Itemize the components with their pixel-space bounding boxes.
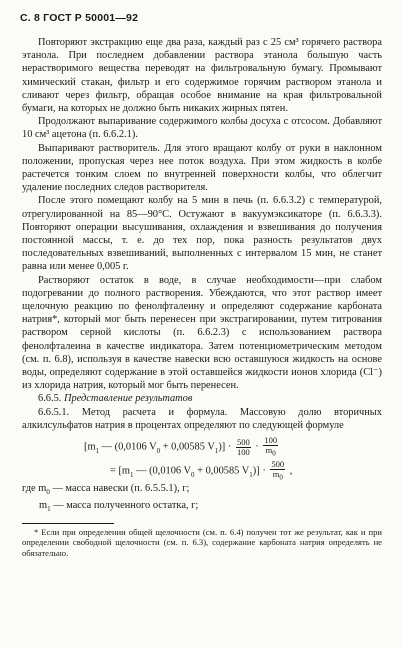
paragraph-2: Продолжают выпаривание содержимого колбы досуха с отсосом. Добавляют 10 см³ ацетона (п. 6.6.2.1).	[22, 116, 382, 141]
fraction-100-m0: $\frac{100}{m_0}$	[264, 435, 278, 458]
formula	[22, 434, 382, 482]
fraction-500-m0: $\frac{500}{m_0}$	[271, 459, 285, 482]
section-number: 6.6.5.	[38, 393, 62, 405]
where-line-1: где $m_0$ — масса навески (п. 6.5.5.1), г;	[22, 483, 190, 497]
section-title: Представление результатов	[64, 393, 193, 405]
footnote-rule	[22, 523, 114, 524]
subsection-text: 6.6.5.1. Метод расчета и формула. Массовую долю вторичных алкилсульфатов натрия в процентах определяют по следующей формуле	[22, 406, 382, 431]
formula-line-1: [$m_1$ — (0,0106 $V_0 + 0,00585$ $V_1$)] · $\frac{500}{100}$ · $\frac{100}{m_0}$	[84, 435, 278, 458]
paragraph-5: Растворяют остаток в воде, в случае необходимости—при слабом подогревании до полного растворения. Убеждаются, что этот раствор имеет щелочную реакцию по фенолфталеину и определяют содержание карбоната натрия*, который мог быть перенесен при экстрагировании, путем титрования раствором серной кислоты (п. 6.6.2.3) с использованием раствора фенолфталеина в качестве индикатора. Затем потенциометрическим методом (см. п. 6.8), используя в качестве навески всю оставшуюся жидкость на основе воды, определяют содержание в этой оставшейся жидкости ионов хлорида (Cl⁻) из хлорида натрия, который мог быть перенесен.	[22, 274, 382, 392]
section-heading	[22, 392, 382, 405]
paragraph-4: После этого помещают колбу на 5 мин в печь (п. 6.6.3.2) с температурой, отрегулированной на 85—90°С. Остужают в вакуумэксикаторе (п. 6.6.3.3). Повторяют операции высушивания, охлаждения и взвешивания до получения постоянной массы, т. е. до тех пор, пока разность результатов двух последовательных взвешиваний, выполненных с интервалом 15 мин, не станет равна или менее 0,005 г.	[22, 195, 382, 273]
formula-line-2: = [$m_1$ — (0,0106 $V_0 + 0,00585$ $V_1$)] · $\frac{500}{m_0}$ ,	[110, 459, 293, 482]
document-body	[22, 36, 382, 558]
footnote: * Если при определении общей щелочности (см. п. 6.4) получен тот же результат, как и при определении свободной щелочности (см. п. 6.3), содержание карбоната натрия определять не обязательно.	[22, 526, 382, 558]
paragraph-3: Выпаривают растворитель. Для этого вращают колбу от руки в наклонном положении, пропуская через нее поток воздуха. При этом жидкость в колбе растечется тонким слоем по внутренней поверхности колбы, что облегчит удаление последних следов растворителя.	[22, 142, 382, 194]
paragraph-1: Повторяют экстракцию еще два раза, каждый раз с 25 см³ горячего раствора этанола. При последнем добавлении раствора этанола большую часть нерастворимого вещества переводят на фильтровальную бумагу. Промывают химический стакан, фильтр и его содержимое горячим раствором этанола и сливают через фильтр, обращая особое внимание на края фильтровальной бумаги, на которых не должно быть никаких жирных пятен.	[22, 37, 382, 115]
where-line-2: $m_1$ — масса полученного остатка, г;	[39, 500, 199, 514]
page-header: С. 8 ГОСТ Р 50001—92	[20, 12, 139, 24]
fraction-500-100: $\frac{500}{100}$	[236, 436, 250, 457]
